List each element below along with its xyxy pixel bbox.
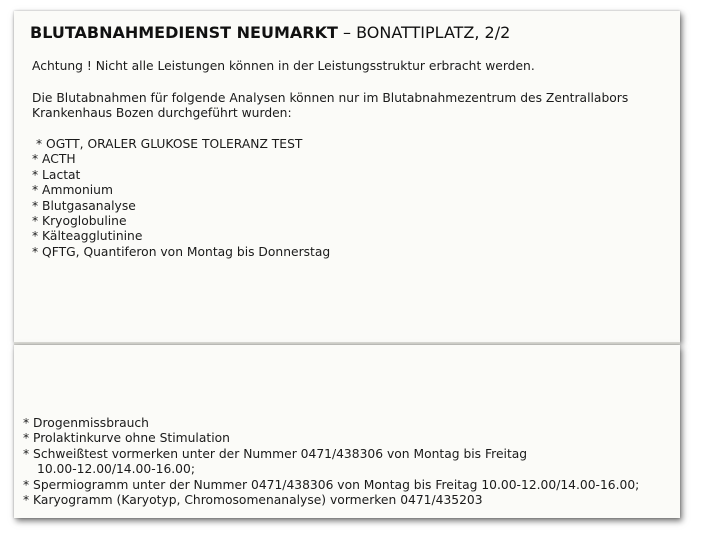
list-item: * Blutgasanalyse: [32, 198, 136, 213]
list-item: [23, 493, 639, 508]
title-location: BLUTABNAHMEDIENST NEUMARKT: [30, 23, 338, 42]
notice-text: Achtung ! Nicht alle Leistungen können in der Leistungsstruktur erbracht werden.: [32, 59, 535, 73]
list-item-text: * Prolaktinkurve ohne Stimulation: [23, 431, 230, 446]
list-item: [23, 431, 639, 446]
list-item: * ACTH: [32, 152, 76, 167]
list-item-text: * Schweißtest vormerken unter der Nummer 0471/438306 von Montag bis Freitag: [23, 446, 528, 461]
list-item: * QFTG, Quantiferon von Montag bis Donnerstag: [32, 244, 331, 259]
additional-analyses-list: [23, 416, 639, 508]
list-item-text: * Spermiogramm unter der Nummer 0471/438306 von Montag bis Freitag 10.00-12.00/14.00-16.00;: [23, 477, 640, 492]
list-item-text: * Drogenmissbrauch: [23, 416, 149, 430]
list-item-continuation: 10.00-12.00/14.00-16.00;: [37, 462, 195, 477]
list-item: [23, 478, 639, 493]
list-item: [23, 416, 639, 431]
intro-line-2: Krankenhaus Bozen durchgeführt wurden:: [32, 106, 292, 120]
list-item: * Kälteagglutinine: [32, 229, 143, 244]
list-item: * Lactat: [32, 167, 81, 182]
intro-line-1: Die Blutabnahmen für folgende Analysen können nur im Blutabnahmezentrum des Zentrallabors: [32, 91, 629, 105]
list-item: * Kryoglobuline: [32, 214, 127, 229]
document-title: [30, 23, 510, 42]
analyses-list: [32, 137, 330, 260]
list-item: * OGTT, ORALER GLUKOSE TOLERANZ TEST: [36, 137, 303, 151]
title-address: – BONATTIPLATZ, 2/2: [337, 23, 511, 42]
list-item-text: * Karyogramm (Karyotyp, Chromosomenanalyse) vormerken 0471/435203: [23, 493, 483, 508]
document-sheet-top: [14, 11, 680, 342]
document-sheet-bottom: [14, 345, 680, 518]
list-item: [23, 447, 639, 478]
list-item: * Ammonium: [32, 183, 113, 198]
